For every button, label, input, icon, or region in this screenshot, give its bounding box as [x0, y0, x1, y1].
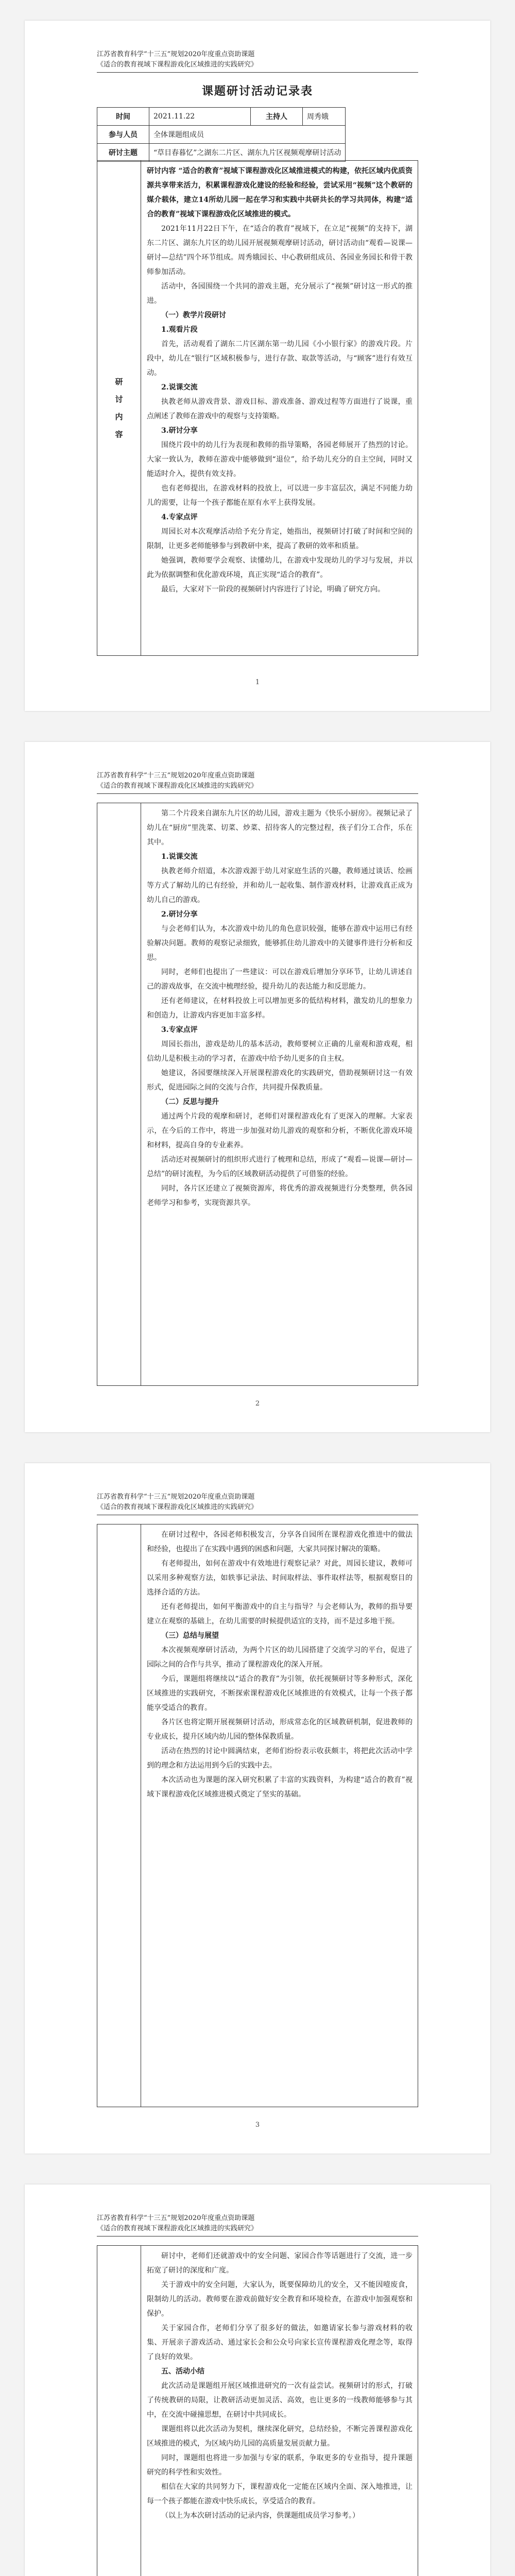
- page-header: [97, 2213, 418, 2236]
- host-value: 周秀娥: [303, 108, 346, 126]
- discussion-frame: [97, 160, 418, 656]
- paragraph: 在研讨过程中，各园老师积极发言，分享各自园所在课程游戏化推进中的做法和经验，也提出了在实践中遇到的困惑和问题，大家共同探讨解决的策略。: [147, 1531, 413, 1553]
- section-heading: 五、活动小结: [161, 2367, 204, 2376]
- discussion-frame: [97, 2245, 418, 2576]
- host-label: 主持人: [251, 108, 303, 126]
- paragraph: 围绕片段中的幼儿行为表现和教师的指导策略，各园老师展开了热烈的讨论。大家一致认为，教师在游戏中能够做到“退位”，给予幼儿充分的自主空间，同时又能适时介入，提供有效支持。: [147, 441, 413, 478]
- paragraph: 与会老师们认为，本次游戏中幼儿的角色意识较强，能够在游戏中运用已有经验解决问题。教师的观察记录细致，能够抓住幼儿游戏中的关键事件进行分析和反思。: [147, 925, 413, 962]
- section-heading: （一）教学片段研讨: [161, 311, 226, 319]
- paragraph: 2021年11月22日下午，在“适合的教育”视域下，在立足“视频”的支持下，湖东二片区、湖东九片区的幼儿园开展视频观摩研讨活动，研讨活动由“观看—说课—研讨—总结”四个环节组成。周秀娥园长、中心教研组成员、各园业务园长和骨干教师参加活动。: [147, 225, 413, 276]
- paragraph: 活动中，各园围绕一个共同的游戏主题，充分展示了“视频”研讨这一形式的推进。: [147, 282, 413, 305]
- paragraph: 此次活动是课题组开展区域推进研究的一次有益尝试。视频研讨的形式，打破了传统教研的局限，让教研活动更加灵活、高效，也让更多的一线教师能够参与其中，在交流中碰撞思想，在研讨中共同成长。: [147, 2382, 413, 2419]
- page-title: 课题研讨活动记录表: [201, 84, 313, 98]
- page-header: [97, 1492, 418, 1515]
- side-char: 容: [115, 430, 123, 439]
- discussion-frame: [97, 803, 418, 1386]
- paragraph: 关于游戏中的安全问题，大家认为，既要保障幼儿的安全，又不能因噎废食，限制幼儿的活动。教师要在游戏前做好安全教育和环境检查，在游戏中加强观察和保护。: [147, 2281, 413, 2318]
- side-label: [97, 803, 141, 1385]
- header-line-2: 《适合的教育视域下课程游戏化区域推进的实践研究》: [97, 782, 258, 790]
- section-heading: （三）总结与展望: [161, 1632, 219, 1640]
- time-label: 时间: [97, 108, 149, 126]
- page-2: [25, 742, 490, 1432]
- side-char: 研: [115, 377, 123, 386]
- paragraph: 研讨中，老师们还就游戏中的安全问题、家园合作等话题进行了交流，进一步拓宽了研讨的深度和广度。: [147, 2252, 413, 2275]
- header-line-1: 江苏省教育科学“十三五”规划2020年度重点资助课题: [97, 2214, 255, 2222]
- side-char: 内: [115, 412, 123, 421]
- paragraph: 通过两个片段的观摩和研讨，老师们对课程游戏化有了更深入的理解。大家表示，在今后的工作中，将进一步加强对幼儿游戏的观察和分析，不断优化游戏环境和材料，提高自身的专业素养。: [147, 1112, 413, 1149]
- discussion-content: [147, 806, 413, 1210]
- discussion-content: [147, 1528, 413, 1802]
- side-label: [97, 2246, 141, 2576]
- discussion-content: [147, 2249, 413, 2523]
- paragraph: 执教老师从游戏背景、游戏目标、游戏准备、游戏过程等方面进行了说课，重点阐述了教师在游戏中的观察与支持策略。: [147, 398, 413, 420]
- paragraph: 同时，课题组也将进一步加强与专家的联系，争取更多的专业指导，提升课题研究的科学性和实效性。: [147, 2454, 413, 2477]
- paragraph: 执教老师介绍道，本次游戏源于幼儿对家庭生活的兴趣，教师通过谈话、绘画等方式了解幼儿的已有经验，并和幼儿一起收集、制作游戏材料，让游戏真正成为幼儿自己的游戏。: [147, 867, 413, 904]
- paragraph: 她建议，各园要继续深入开展课程游戏化的实践研究，借助视频研讨这一有效形式，促进园际之间的交流与合作，共同提升保教质量。: [147, 1069, 413, 1092]
- paragraph: 活动在热烈的讨论中圆满结束，老师们纷纷表示收获颇丰，将把此次活动中学到的理念和方法运用到今后的实践中去。: [147, 1747, 413, 1770]
- paragraph: 活动还对视频研讨的组织形式进行了梳理和总结，形成了“观看—说课—研讨—总结”的研讨流程，为今后的区域教研活动提供了可借鉴的经验。: [147, 1156, 413, 1178]
- paragraph: 周园长对本次观摩活动给予充分肯定，她指出，视频研讨打破了时间和空间的限制，让更多老师能够参与到教研中来，提高了教研的效率和质量。: [147, 528, 413, 550]
- paragraph: 同时，各片区还建立了视频资源库，将优秀的游戏视频进行分类整理，供各园老师学习和参考，实现资源共享。: [147, 1184, 413, 1207]
- page-1: [25, 21, 490, 711]
- side-label: [97, 161, 141, 655]
- page-header: [97, 49, 418, 73]
- section-heading: 4.专家点评: [161, 513, 198, 521]
- discussion-content: [147, 164, 413, 597]
- paragraph: 周园长指出，游戏是幼儿的基本活动，教师要树立正确的儿童观和游戏观，相信幼儿是积极主动的学习者，在游戏中给予幼儿更多的自主权。: [147, 1040, 413, 1063]
- header-line-2: 《适合的教育视域下课程游戏化区域推进的实践研究》: [97, 61, 258, 69]
- page-number: 3: [255, 2121, 260, 2129]
- paragraph: 有老师提出，如何在游戏中有效地进行观察记录？对此，周园长建议，教师可以采用多种观察方法，如轶事记录法、时间取样法、事件取样法等，根据观察目的选择合适的方法。: [147, 1560, 413, 1597]
- paragraph: 还有老师提出，如何平衡游戏中的自主与指导？与会老师认为，教师的指导要建立在观察的基础上，在幼儿需要的时候提供适宜的支持，而不是过多地干预。: [147, 1603, 413, 1625]
- section-heading: 3.研讨分享: [161, 427, 198, 435]
- page-3: [25, 1463, 490, 2154]
- header-line-2: 《适合的教育视域下课程游戏化区域推进的实践研究》: [97, 1503, 258, 1511]
- header-line-2: 《适合的教育视域下课程游戏化区域推进的实践研究》: [97, 2225, 258, 2232]
- paragraph: 今后，课题组将继续以“适合的教育”为引领，依托视频研讨等多种形式，深化区域推进的实践研究，不断探索课程游戏化区域推进的有效模式，让每一个孩子都能享受适合的教育。: [147, 1675, 413, 1712]
- section-heading: 2.说课交流: [161, 383, 198, 392]
- page-header: [97, 771, 418, 794]
- section-heading: 1.说课交流: [161, 853, 198, 861]
- paragraph: 她强调，教师要学会观察、读懂幼儿，在游戏中发现幼儿的学习与发展，并以此为依据调整和优化游戏环境，真正实现“适合的教育”。: [147, 556, 413, 579]
- section-heading: （二）反思与提升: [161, 1098, 219, 1106]
- paragraph: 研讨内容 “适合的教育”视域下课程游戏化区域推进模式的构建，依托区域内优质资源共享带来活力，积累课程游戏化建设的经验和经验，尝试采用“视频”这个教研的媒介载体，建立14所幼儿园一起在学习和实践中共研共长的学习共同体，构建“适合的教育”视域下课程游戏化区域推进的模式。: [147, 167, 413, 218]
- paragraph: 各片区也将定期开展视频研讨活动，形成常态化的区域教研机制，促进教师的专业成长，提升区域内幼儿园的整体保教质量。: [147, 1718, 413, 1741]
- paragraph: 关于家园合作，老师们分享了很多好的做法，如邀请家长参与游戏材料的收集、开展亲子游戏活动、通过家长会和公众号向家长宣传课程游戏化理念等，取得了良好的效果。: [147, 2324, 413, 2361]
- theme-label: 研讨主题: [97, 144, 149, 162]
- paragraph: 相信在大家的共同努力下，课程游戏化一定能在区域内全面、深入地推进，让每一个孩子都能在游戏中快乐成长，享受适合的教育。: [147, 2483, 413, 2505]
- page-4: [25, 2184, 490, 2576]
- section-heading: 2.研讨分享: [161, 910, 198, 919]
- participants-label: 参与人员: [97, 126, 149, 144]
- section-heading: 3.专家点评: [161, 1026, 198, 1034]
- page-number: 2: [255, 1400, 260, 1408]
- paragraph: （以上为本次研讨活动的记录内容，供课题组成员学习参考。）: [161, 2512, 359, 2520]
- meta-table: [97, 107, 346, 162]
- theme-value: “草目春暮忆”之湖东二片区、湖东九片区视频观摩研讨活动: [149, 144, 346, 162]
- header-line-1: 江苏省教育科学“十三五”规划2020年度重点资助课题: [97, 1493, 255, 1501]
- discussion-frame: [97, 1524, 418, 2107]
- paragraph: 最后，大家对下一阶段的视频研讨内容进行了讨论，明确了研究方向。: [161, 585, 385, 594]
- paragraph: 首先，活动观看了湖东二片区湖东第一幼儿园《小小银行家》的游戏片段。片段中，幼儿在“银行”区域积极参与，进行存款、取款等活动，与“顾客”进行有效互动。: [147, 340, 413, 377]
- paragraph: 本次视频观摩研讨活动，为两个片区的幼儿园搭建了交流学习的平台，促进了园际之间的合作与共享，推动了课程游戏化的深入开展。: [147, 1646, 413, 1669]
- paragraph: 本次活动也为课题的深入研究积累了丰富的实践资料，为构建“适合的教育”视域下课程游戏化区域推进模式奠定了坚实的基础。: [147, 1776, 413, 1799]
- paragraph: 第二个片段来自湖东九片区的幼儿园，游戏主题为《快乐小厨房》。视频记录了幼儿在“厨房”里洗菜、切菜、炒菜、招待客人的完整过程，孩子们分工合作，乐在其中。: [147, 809, 413, 846]
- side-label: [97, 1524, 141, 2107]
- header-line-1: 江苏省教育科学“十三五”规划2020年度重点资助课题: [97, 50, 255, 58]
- paragraph: 同时，老师们也提出了一些建议：可以在游戏后增加分享环节，让幼儿讲述自己的游戏故事，在交流中梳理经验，提升幼儿的表达能力和反思能力。: [147, 968, 413, 991]
- participants-value: 全体课题组成员: [149, 126, 346, 144]
- paragraph: 课题组将以此次活动为契机，继续深化研究，总结经验，不断完善课程游戏化区域推进的模式，为区域内幼儿园的高质量发展贡献力量。: [147, 2425, 413, 2448]
- paragraph: 也有老师提出，在游戏材料的投放上，可以进一步丰富层次，满足不同能力幼儿的需要，让每一个孩子都能在原有水平上获得发展。: [147, 484, 413, 507]
- header-line-1: 江苏省教育科学“十三五”规划2020年度重点资助课题: [97, 772, 255, 779]
- side-char: 讨: [115, 395, 123, 404]
- page-number: 1: [255, 679, 260, 686]
- time-value: 2021.11.22: [149, 108, 251, 126]
- paragraph: 还有老师建议，在材料投放上可以增加更多的低结构材料，激发幼儿的想象力和创造力，让游戏内容更加丰富多样。: [147, 997, 413, 1020]
- section-heading: 1.观看片段: [161, 326, 198, 334]
